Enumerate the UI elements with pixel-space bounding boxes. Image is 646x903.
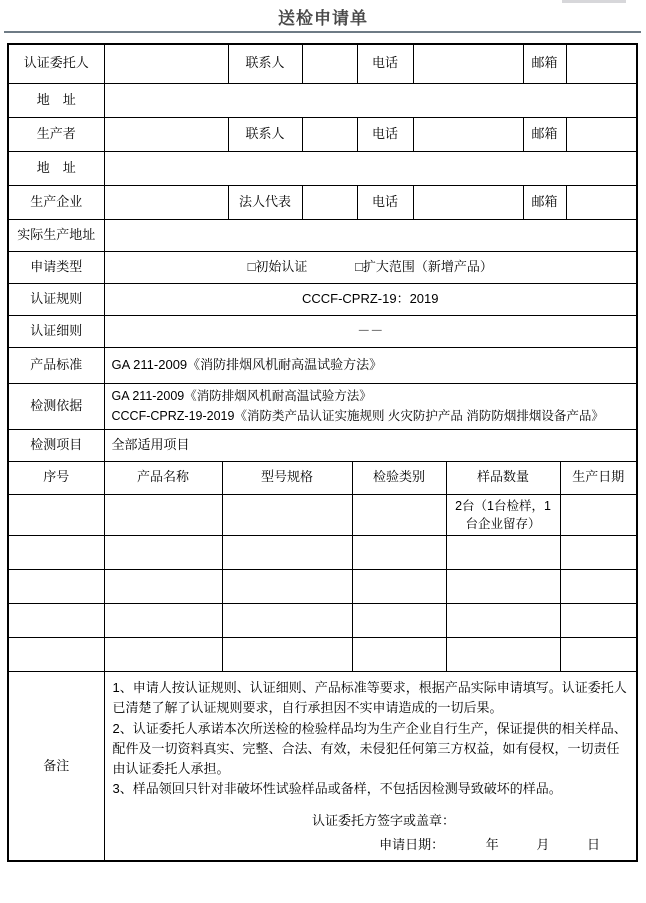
product-model-cell[interactable] (222, 638, 352, 672)
producer-row (9, 117, 636, 151)
product-name-cell[interactable] (104, 604, 222, 638)
manufacturer-phone-field[interactable] (413, 185, 523, 219)
date-unit-year: 年 (485, 836, 499, 852)
product-table (9, 462, 636, 673)
product-date-cell[interactable] (560, 536, 636, 570)
signature-label: 认证委托方签字或盖章： (311, 813, 455, 829)
product-model-cell[interactable] (222, 495, 352, 536)
product-row-5 (9, 638, 636, 672)
product-date-cell[interactable] (560, 638, 636, 672)
test-items-value: 全部适用项目 (104, 429, 636, 461)
product-name-cell[interactable] (104, 638, 222, 672)
manufacturer-phone-label: 电话 (357, 185, 413, 219)
product-model-cell[interactable] (222, 570, 352, 604)
product-quantity-cell[interactable] (446, 536, 560, 570)
product-model-cell[interactable] (222, 604, 352, 638)
applicant-name-field[interactable] (104, 45, 228, 83)
product-name-cell[interactable] (104, 495, 222, 536)
product-inspection-type-cell[interactable] (352, 495, 446, 536)
signature-line (113, 813, 628, 830)
product-serial-cell[interactable] (9, 638, 104, 672)
applicant-address-label: 地 址 (9, 83, 104, 117)
applicant-email-field[interactable] (566, 45, 636, 83)
applicant-phone-label: 电话 (357, 45, 413, 83)
producer-label: 生产者 (9, 117, 104, 151)
test-basis-line2: CCCF-CPRZ-19-2019《消防类产品认证实施规则 火灾防护产品 消防防烟排烟设备产品》 (111, 409, 604, 423)
manufacturer-row (9, 185, 636, 219)
product-standard-label: 产品标准 (9, 347, 104, 383)
producer-phone-label: 电话 (357, 117, 413, 151)
header-serial: 序号 (9, 462, 104, 495)
producer-contact-label: 联系人 (228, 117, 302, 151)
date-unit-month: 月 (536, 836, 550, 852)
product-inspection-type-cell[interactable] (352, 536, 446, 570)
header-production-date: 生产日期 (560, 462, 636, 495)
applicant-phone-field[interactable] (413, 45, 523, 83)
applicant-label: 认证委托人 (9, 45, 104, 83)
applicant-contact-field[interactable] (302, 45, 357, 83)
manufacturer-legal-rep-field[interactable] (302, 185, 357, 219)
product-inspection-type-cell[interactable] (352, 604, 446, 638)
product-serial-cell[interactable] (9, 604, 104, 638)
certification-detail-value: －－ (104, 315, 636, 347)
product-quantity-cell[interactable] (446, 570, 560, 604)
remark-item-2: 2、认证委托人承诺本次所送检的检验样品均为生产企业自行生产，保证提供的相关样品、配件及一切资料真实、完整、合法、有效，未侵犯任何第三方权益，如有侵权，一切责任由认证委托人承担。 (112, 720, 627, 776)
product-serial-cell[interactable] (9, 570, 104, 604)
date-label: 申请日期： (379, 836, 445, 852)
application-type-options (104, 251, 636, 283)
producer-address-label: 地 址 (9, 151, 104, 185)
producer-email-field[interactable] (566, 117, 636, 151)
title-divider (4, 31, 641, 33)
test-basis-label: 检测依据 (9, 383, 104, 429)
product-inspection-type-cell[interactable] (352, 570, 446, 604)
product-quantity-cell[interactable] (446, 604, 560, 638)
manufacturer-name-field[interactable] (104, 185, 228, 219)
certification-rule-value: CCCF-CPRZ-19：2019 (104, 283, 636, 315)
production-site-label: 实际生产地址 (9, 219, 104, 251)
header-sample-quantity: 样品数量 (446, 462, 560, 495)
header-inspection-type: 检验类别 (352, 462, 446, 495)
test-basis-row (9, 383, 636, 429)
remarks-table (9, 672, 636, 860)
remarks-row (9, 672, 636, 860)
certification-rule-row (9, 283, 636, 315)
header-model-spec: 型号规格 (222, 462, 352, 495)
producer-phone-field[interactable] (413, 117, 523, 151)
product-date-cell[interactable] (560, 570, 636, 604)
application-date-line (113, 837, 628, 854)
application-type-row (9, 251, 636, 283)
checkbox-initial-certification[interactable]: □初始认证 (247, 258, 308, 274)
producer-address-field[interactable] (104, 151, 636, 185)
page-corner-artifact (562, 0, 626, 3)
certification-detail-label: 认证细则 (9, 315, 104, 347)
product-name-cell[interactable] (104, 570, 222, 604)
producer-address-row (9, 151, 636, 185)
manufacturer-label: 生产企业 (9, 185, 104, 219)
product-date-cell[interactable] (560, 604, 636, 638)
applicant-row (9, 45, 636, 83)
product-standard-row (9, 347, 636, 383)
remark-item-3: 3、样品领回只针对非破坏性试验样品或备样，不包括因检测导致破坏的样品。 (112, 780, 562, 796)
date-unit-day: 日 (586, 836, 600, 852)
form-sheet (7, 43, 638, 862)
test-items-row (9, 429, 636, 461)
info-table (9, 45, 636, 462)
producer-name-field[interactable] (104, 117, 228, 151)
manufacturer-legal-rep-label: 法人代表 (228, 185, 302, 219)
applicant-contact-label: 联系人 (228, 45, 302, 83)
remark-item-1: 1、申请人按认证规则、认证细则、产品标准等要求，根据产品实际申请填写。认证委托人已清楚了解了认证规则要求，自行承担因不实申请造成的一切后果。 (112, 680, 627, 716)
test-basis-line1: GA 211-2009《消防排烟风机耐高温试验方法》 (111, 389, 372, 403)
manufacturer-email-label: 邮箱 (523, 185, 566, 219)
product-name-cell[interactable] (104, 536, 222, 570)
product-header-row (9, 462, 636, 495)
product-inspection-type-cell[interactable] (352, 638, 446, 672)
production-site-row (9, 219, 636, 251)
applicant-address-row (9, 83, 636, 117)
product-quantity-cell: 2台（1台检样，1台企业留存） (446, 495, 560, 536)
page-title: 送检申请单 (278, 9, 368, 28)
product-model-cell[interactable] (222, 536, 352, 570)
applicant-address-field[interactable] (104, 83, 636, 117)
product-standard-value: GA 211-2009《消防排烟风机耐高温试验方法》 (104, 347, 636, 383)
certification-detail-row (9, 315, 636, 347)
test-basis-value (104, 383, 636, 429)
production-site-field[interactable] (104, 219, 636, 251)
checkbox-expand-scope[interactable]: □扩大范围（新增产品） (355, 258, 493, 274)
product-row-4 (9, 604, 636, 638)
producer-email-label: 邮箱 (523, 117, 566, 151)
application-type-label: 申请类型 (9, 251, 104, 283)
product-serial-cell[interactable] (9, 495, 104, 536)
product-quantity-cell[interactable] (446, 638, 560, 672)
product-date-cell[interactable] (560, 495, 636, 536)
product-row-1 (9, 495, 636, 536)
certification-rule-label: 认证规则 (9, 283, 104, 315)
product-row-2 (9, 536, 636, 570)
manufacturer-email-field[interactable] (566, 185, 636, 219)
product-row-3 (9, 570, 636, 604)
remarks-content (104, 672, 636, 860)
applicant-email-label: 邮箱 (523, 45, 566, 83)
remarks-label: 备注 (9, 672, 104, 860)
test-items-label: 检测项目 (9, 429, 104, 461)
header-product-name: 产品名称 (104, 462, 222, 495)
product-serial-cell[interactable] (9, 536, 104, 570)
producer-contact-field[interactable] (302, 117, 357, 151)
